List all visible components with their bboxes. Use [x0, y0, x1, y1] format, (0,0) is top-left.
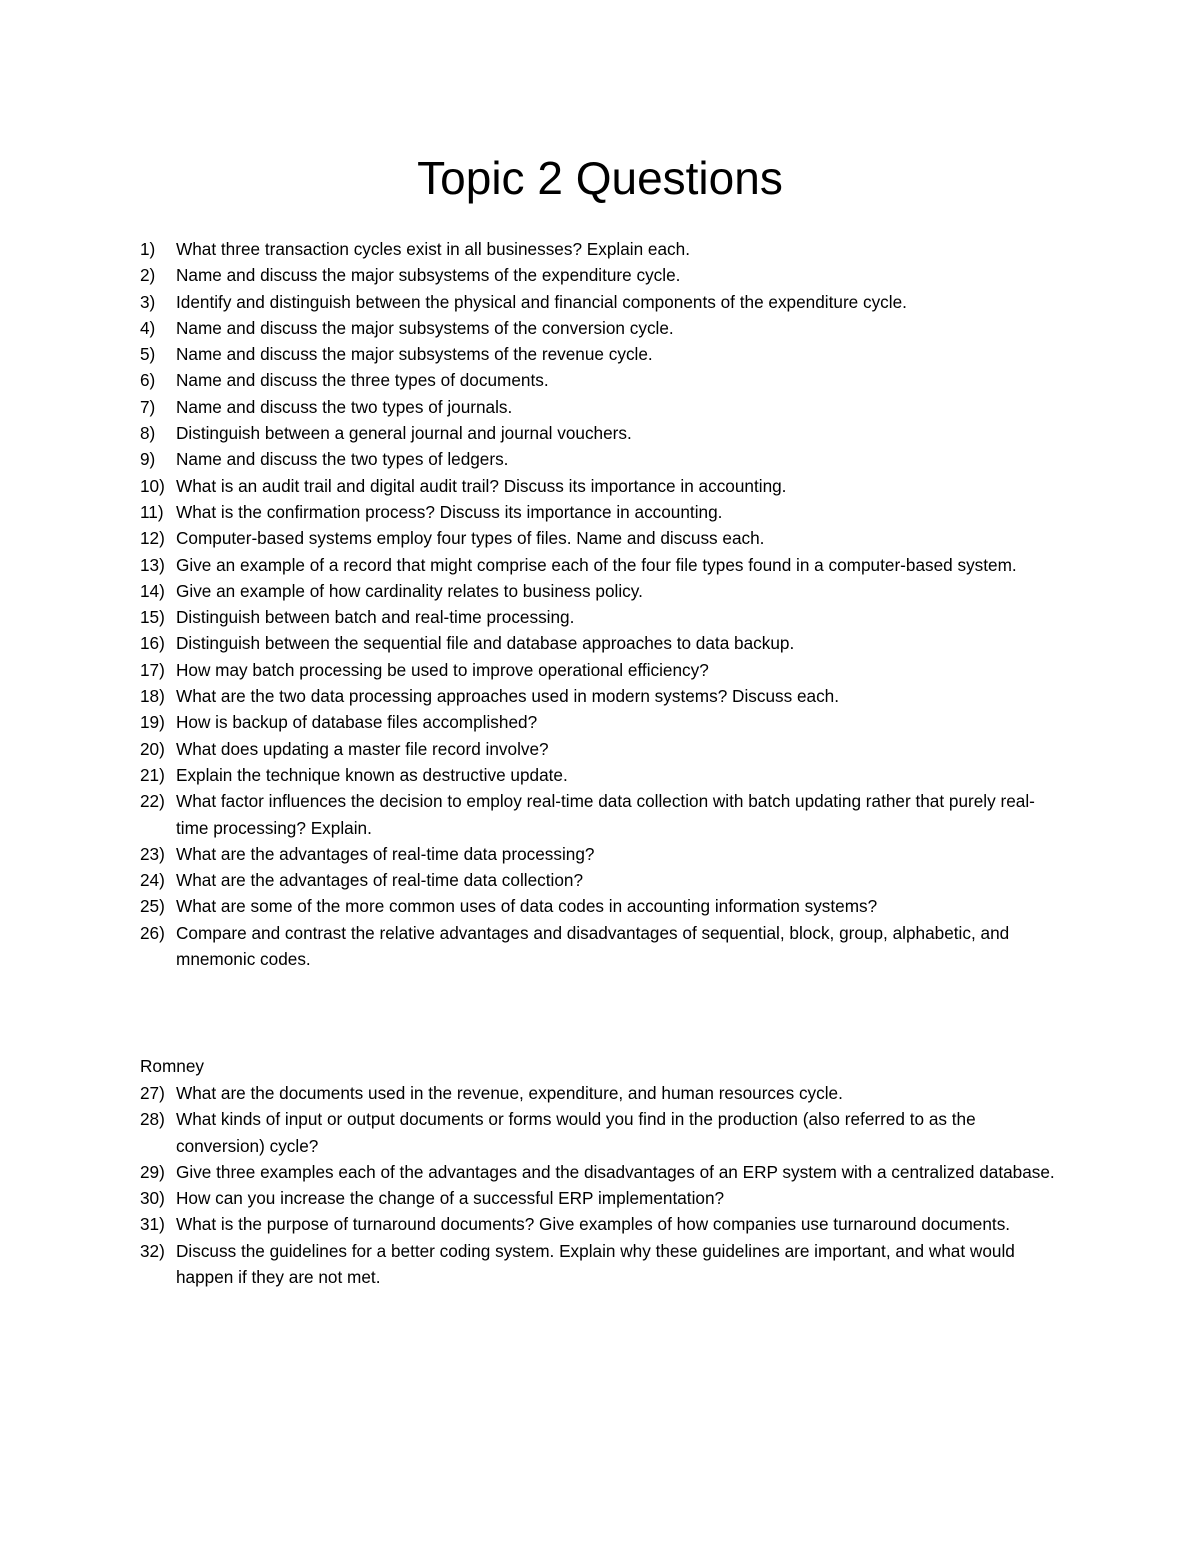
question-item: [140, 1159, 1060, 1185]
question-item: [140, 420, 1060, 446]
question-number: 27): [140, 1083, 165, 1103]
question-number: 21): [140, 764, 165, 785]
question-number: 24): [140, 870, 165, 891]
question-text: What three transaction cycles exist in all businesses? Explain each.: [176, 239, 690, 259]
question-item: [140, 1185, 1060, 1211]
question-item: [140, 341, 1060, 367]
question-item: [140, 499, 1060, 525]
question-item: [140, 604, 1060, 630]
question-number: 3): [140, 291, 156, 312]
question-text: What is an audit trail and digital audit trail? Discuss its importance in accounting.: [176, 475, 787, 496]
question-number: 23): [140, 843, 165, 864]
question-number: 20): [140, 738, 165, 759]
question-text: How may batch processing be used to improve operational efficiency?: [176, 659, 709, 680]
question-text: Compare and contrast the relative advantages and disadvantages of sequential, block, group, alphabetic, and mnemonic codes.: [176, 922, 1010, 970]
question-number: 1): [140, 239, 156, 259]
question-text: Computer-based systems employ four types of files. Name and discuss each.: [176, 528, 765, 549]
question-number: 22): [140, 791, 165, 812]
question-text: Explain the technique known as destructive update.: [176, 764, 568, 785]
question-item: [140, 262, 1060, 288]
question-item: [140, 657, 1060, 683]
question-number: 19): [140, 712, 165, 733]
question-item: [140, 289, 1060, 315]
question-text: Name and discuss the two types of journals.: [176, 396, 513, 417]
question-list-part1: [140, 236, 1060, 972]
question-number: 18): [140, 686, 165, 707]
question-item: [140, 525, 1060, 551]
question-item: [140, 762, 1060, 788]
question-text: Distinguish between the sequential file and database approaches to data backup.: [176, 633, 795, 654]
question-number: 5): [140, 344, 156, 365]
question-text: Name and discuss the major subsystems of the conversion cycle.: [176, 317, 674, 338]
section-label-romney: Romney: [140, 1056, 204, 1076]
question-text: What are some of the more common uses of data codes in accounting information systems?: [176, 896, 878, 917]
question-item: [140, 788, 1060, 841]
question-item: [140, 394, 1060, 420]
question-number: 13): [140, 554, 165, 575]
question-number: 14): [140, 580, 165, 601]
question-text: What does updating a master file record involve?: [176, 738, 549, 759]
question-number: 31): [140, 1214, 165, 1235]
question-number: 17): [140, 659, 165, 680]
question-text: How is backup of database files accomplished?: [176, 712, 538, 733]
question-item: [140, 893, 1060, 919]
question-item: [140, 473, 1060, 499]
question-text: What is the purpose of turnaround documents? Give examples of how companies use turnaround documents.: [176, 1214, 1011, 1235]
question-number: 8): [140, 423, 156, 444]
question-text: How can you increase the change of a successful ERP implementation?: [176, 1188, 725, 1209]
question-text: What are the documents used in the revenue, expenditure, and human resources cycle.: [176, 1083, 843, 1103]
question-number: 4): [140, 317, 156, 338]
question-text: What kinds of input or output documents or forms would you find in the production (also referred to as the conversion) cycle?: [176, 1109, 976, 1156]
question-item: [140, 1211, 1060, 1237]
question-number: 11): [140, 501, 164, 522]
question-item: [140, 367, 1060, 393]
question-item: [140, 236, 1060, 262]
question-item: [140, 1080, 1060, 1106]
question-text: Identify and distinguish between the physical and financial components of the expenditure cycle.: [176, 291, 907, 312]
question-item: [140, 1238, 1060, 1291]
question-item: [140, 920, 1060, 973]
question-text: What are the advantages of real-time data processing?: [176, 843, 595, 864]
question-number: 10): [140, 475, 165, 496]
question-item: [140, 446, 1060, 472]
question-list-part2: [140, 1080, 1060, 1290]
question-text: Discuss the guidelines for a better coding system. Explain why these guidelines are important, and what would happen if they are not met.: [176, 1240, 1015, 1288]
question-number: 16): [140, 633, 165, 654]
question-text: Name and discuss the major subsystems of the revenue cycle.: [176, 344, 653, 365]
question-text: Distinguish between a general journal and journal vouchers.: [176, 423, 632, 444]
question-item: [140, 315, 1060, 341]
question-text: What are the advantages of real-time data collection?: [176, 870, 584, 891]
question-number: 9): [140, 449, 156, 470]
question-number: 28): [140, 1109, 165, 1130]
question-item: [140, 683, 1060, 709]
question-number: 15): [140, 607, 165, 628]
question-item: [140, 578, 1060, 604]
question-number: 12): [140, 528, 165, 549]
question-text: Give an example of how cardinality relates to business policy.: [176, 580, 643, 601]
question-item: [140, 552, 1060, 578]
question-item: [140, 867, 1060, 893]
question-number: 32): [140, 1240, 165, 1261]
question-number: 2): [140, 265, 156, 286]
page-title: Topic 2 Questions: [417, 152, 783, 204]
question-text: Name and discuss the two types of ledgers.: [176, 449, 509, 470]
question-number: 30): [140, 1188, 165, 1209]
question-number: 25): [140, 896, 165, 917]
question-number: 7): [140, 396, 156, 417]
question-text: Give an example of a record that might comprise each of the four file types found in a computer-based system.: [176, 554, 1017, 575]
question-number: 6): [140, 370, 156, 391]
question-item: [140, 709, 1060, 735]
question-text: Name and discuss the three types of documents.: [176, 370, 549, 391]
question-text: What are the two data processing approaches used in modern systems? Discuss each.: [176, 686, 840, 707]
question-text: What factor influences the decision to employ real-time data collection with batch updating rather that purely real-time processing? Explain.: [176, 791, 1035, 838]
question-text: Name and discuss the major subsystems of the expenditure cycle.: [176, 265, 681, 286]
question-text: Distinguish between batch and real-time processing.: [176, 607, 575, 628]
question-item: [140, 841, 1060, 867]
question-number: 29): [140, 1161, 165, 1182]
question-text: Give three examples each of the advantages and the disadvantages of an ERP system with a centralized database.: [176, 1161, 1055, 1182]
question-item: [140, 630, 1060, 656]
question-text: What is the confirmation process? Discuss its importance in accounting.: [176, 501, 723, 522]
question-item: [140, 1106, 1060, 1159]
question-item: [140, 736, 1060, 762]
question-number: 26): [140, 922, 165, 943]
